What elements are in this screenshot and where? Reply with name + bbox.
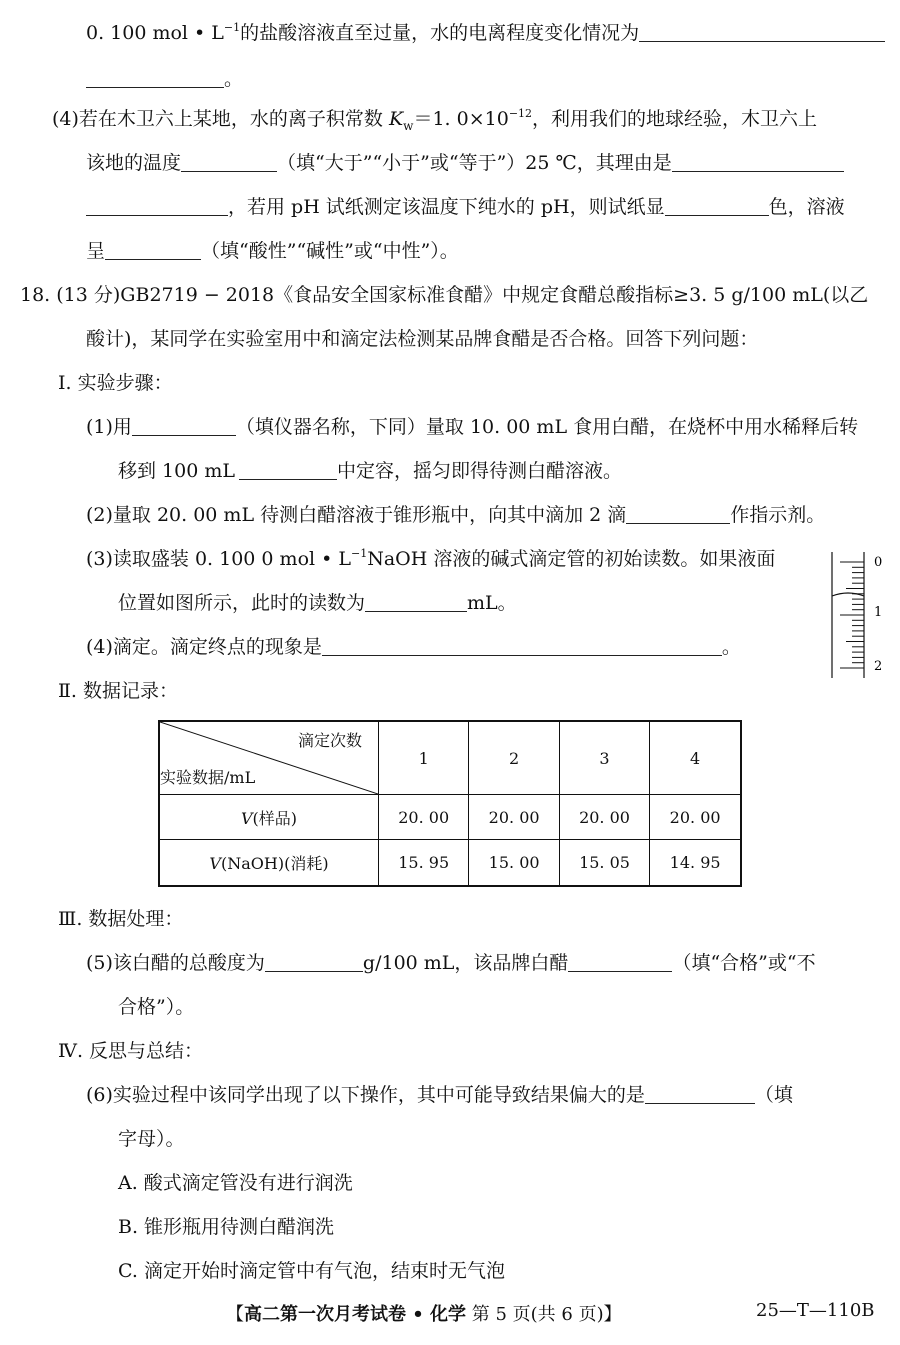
run-header: 4 <box>650 721 741 795</box>
burette-label-0: 0 <box>874 555 883 570</box>
table-cell: 20. 00 <box>559 795 649 840</box>
answer-blank[interactable] <box>265 951 363 972</box>
answer-blank[interactable] <box>86 195 228 216</box>
text: （填“大于”“小于”或“等于”）25 ℃，其理由是 <box>277 152 672 174</box>
section-data-record: Ⅱ. 数据记录： <box>58 680 178 702</box>
subscript: w <box>403 118 414 133</box>
exam-code: 25—T—110B <box>756 1300 875 1321</box>
table-cell: 20. 00 <box>469 795 559 840</box>
answer-blank[interactable] <box>639 21 885 42</box>
row-label <box>159 795 379 840</box>
text: (2)量取 20. 00 mL 待测白醋溶液于锥形瓶中，向其中滴加 2 滴 <box>86 504 627 526</box>
text: (4)若在木卫六上某地，水的离子积常数 <box>52 108 389 130</box>
corner-top-label: 滴定次数 <box>297 731 362 750</box>
run-header: 2 <box>469 721 559 795</box>
page-number: 第 5 页(共 6 页) <box>466 1304 604 1325</box>
text: （填“合格”或“不 <box>672 952 816 974</box>
row-label <box>159 840 379 886</box>
answer-blank[interactable] <box>239 459 337 480</box>
answer-blank[interactable] <box>645 1083 755 1104</box>
option-b: B. 锥形瓶用待测白醋润洗 <box>118 1216 335 1238</box>
kw-symbol: K <box>388 108 404 130</box>
answer-blank[interactable] <box>672 151 844 172</box>
superscript: −12 <box>508 107 533 120</box>
section-data-processing: Ⅲ. 数据处理： <box>58 908 184 930</box>
answer-blank[interactable] <box>181 151 277 172</box>
table-cell: 15. 00 <box>469 840 559 886</box>
bracket: 【 <box>226 1304 244 1325</box>
step-3-line-1 <box>86 546 775 572</box>
text: 中定容，摇匀即得待测白醋溶液。 <box>336 460 622 482</box>
corner-bottom-label: 实验数据/mL <box>160 768 256 787</box>
table-cell: 20. 00 <box>650 795 741 840</box>
q18-heading-2: 酸计)，某同学在实验室用中和滴定法检测某品牌食醋是否合格。回答下列问题： <box>86 328 759 350</box>
bracket: 】 <box>603 1304 622 1325</box>
step-1-line-1 <box>86 414 858 440</box>
text: V <box>240 808 253 828</box>
text: (样品) <box>252 808 298 828</box>
text: 移到 100 mL <box>118 460 235 482</box>
step-4 <box>86 634 741 660</box>
text: 。 <box>721 636 741 658</box>
answer-blank[interactable] <box>132 415 236 436</box>
text: 位置如图所示，此时的读数为 <box>118 592 366 614</box>
run-header: 1 <box>379 721 469 795</box>
answer-blank[interactable] <box>105 239 201 260</box>
text: (5)该白醋的总酸度为 <box>86 952 265 974</box>
answer-blank[interactable] <box>365 591 467 612</box>
text: ，若用 pH 试纸测定该温度下纯水的 pH，则试纸显 <box>228 196 665 218</box>
table-cell: 14. 95 <box>650 840 741 886</box>
text: 该地的温度 <box>86 152 182 174</box>
answer-blank[interactable] <box>86 67 224 88</box>
text: (1)用 <box>86 416 132 438</box>
option-a: A. 酸式滴定管没有进行润洗 <box>118 1172 353 1194</box>
step-2 <box>86 502 825 528</box>
text: 0. 100 mol • L <box>86 22 224 44</box>
table-cell: 20. 00 <box>379 795 469 840</box>
section-steps: Ⅰ. 实验步骤： <box>58 372 173 394</box>
burette-label-2: 2 <box>874 659 883 674</box>
subject: 化学 <box>430 1304 467 1325</box>
step-5-line-2: 合格”）。 <box>118 996 195 1018</box>
table-header-row <box>159 721 741 795</box>
text: 作指示剂。 <box>730 504 826 526</box>
text: （填“酸性”“碱性”或“中性”）。 <box>201 240 459 262</box>
text: (6)实验过程中该同学出现了以下操作，其中可能导致结果偏大的是 <box>86 1084 645 1106</box>
burette-figure <box>826 548 890 684</box>
table-corner-cell <box>159 721 379 795</box>
q17-part4-line-3 <box>86 194 845 220</box>
text: 呈 <box>86 240 106 262</box>
text: 。 <box>224 68 244 90</box>
superscript: −1 <box>351 547 368 560</box>
answer-blank[interactable] <box>626 503 730 524</box>
page-footer <box>226 1300 622 1326</box>
q17-part4-line-2 <box>86 150 844 176</box>
step-3-line-2 <box>118 590 517 616</box>
text: V <box>209 853 221 873</box>
table-cell: 15. 95 <box>379 840 469 886</box>
table-row <box>159 840 741 886</box>
step-1-line-2 <box>118 458 622 484</box>
answer-blank[interactable] <box>568 951 672 972</box>
step-6-line-1 <box>86 1082 793 1108</box>
text: 的盐酸溶液直至过量，水的电离程度变化情况为 <box>240 22 640 44</box>
text: （填 <box>754 1084 793 1106</box>
burette-label-1: 1 <box>874 605 883 620</box>
q17-line-2 <box>86 66 243 92</box>
q18-heading: 18. (13 分)GB2719 − 2018《食品安全国家标准食醋》中规定食醋总酸指标≥3. 5 g/100 mL(以乙 <box>20 284 869 306</box>
step-6-line-2: 字母）。 <box>118 1128 185 1150</box>
q17-line-1 <box>86 20 885 46</box>
q17-part4-line-1 <box>52 106 817 132</box>
exam-title: 高二第一次月考试卷 <box>244 1304 406 1325</box>
section-reflection: Ⅳ. 反思与总结： <box>58 1040 204 1062</box>
run-header: 3 <box>559 721 649 795</box>
option-c: C. 滴定开始时滴定管中有气泡，结束时无气泡 <box>118 1260 505 1282</box>
text: g/100 mL，该品牌白醋 <box>362 952 569 974</box>
text: mL。 <box>467 592 517 614</box>
text: (4)滴定。滴定终点的现象是 <box>86 636 322 658</box>
data-table <box>158 720 742 887</box>
text: (3)读取盛装 0. 100 0 mol • L <box>86 548 351 570</box>
separator: • <box>406 1304 431 1325</box>
text: 色，溶液 <box>768 196 845 218</box>
answer-blank[interactable] <box>322 635 722 656</box>
text: ，利用我们的地球经验，木卫六上 <box>532 108 818 130</box>
superscript: −1 <box>223 21 241 34</box>
text: (NaOH)(消耗) <box>220 853 329 873</box>
text: NaOH 溶液的碱式滴定管的初始读数。如果液面 <box>367 548 776 570</box>
text: ＝1. 0×10 <box>413 108 509 130</box>
table-cell: 15. 05 <box>559 840 649 886</box>
text: （填仪器名称，下同）量取 10. 00 mL 食用白醋，在烧杯中用水稀释后转 <box>235 416 859 438</box>
answer-blank[interactable] <box>665 195 769 216</box>
table-row <box>159 795 741 840</box>
q17-part4-line-4 <box>86 238 459 264</box>
step-5-line-1 <box>86 950 816 976</box>
